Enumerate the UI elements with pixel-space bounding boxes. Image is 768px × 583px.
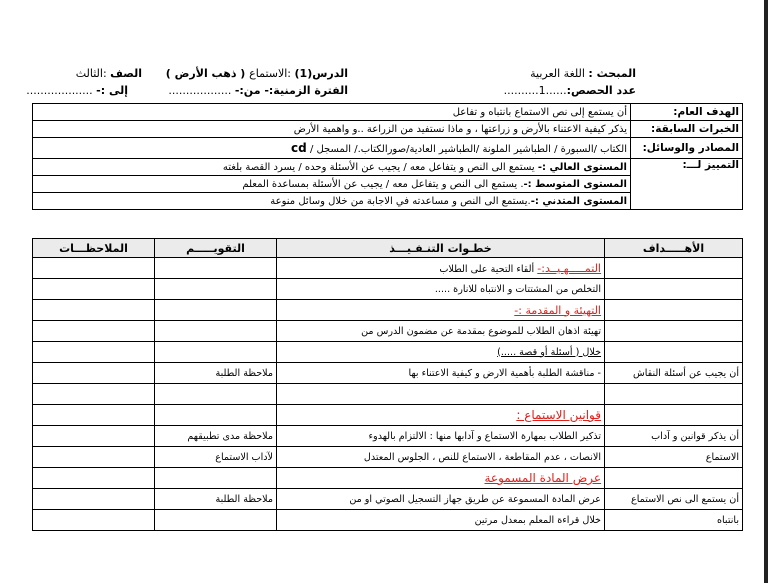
note-cell <box>33 405 155 426</box>
goal-cell <box>605 468 743 489</box>
section-heading-audio-material: عرض المادة المسموعة <box>484 471 601 485</box>
eval-cell <box>155 384 277 405</box>
resources-text: الكتاب /السبورة / الطباشير الملونة /الطباشير العادية/صورالكتاب./ المسجل / <box>309 144 627 155</box>
eval-cell: ملاحظة الطلبة <box>155 363 277 384</box>
table-row <box>33 384 743 405</box>
step-cell: - مناقشة الطلبة بأهمية الارض و كيفية الاعتناء بها <box>277 363 605 384</box>
eval-cell: لآداب الاستماع <box>155 447 277 468</box>
goal-cell: الاستماع <box>605 447 743 468</box>
step-cell: خلال قراءة المعلم بمعدل مرتين <box>277 510 605 531</box>
header-eval: التقويـــــم <box>155 239 277 258</box>
note-cell <box>33 342 155 363</box>
periods: عدد الحصص:......1.......... <box>503 84 636 97</box>
note-cell <box>33 321 155 342</box>
time-range: الفترة الزمنية:- من:- .................. <box>168 84 348 97</box>
info-table <box>32 103 743 210</box>
eval-cell <box>155 405 277 426</box>
general-goal-row <box>33 104 743 121</box>
eval-cell <box>155 300 277 321</box>
note-cell <box>33 510 155 531</box>
note-cell <box>33 279 155 300</box>
step-cell: تهيئة اذهان الطلاب للموضوع بمقدمة عن مضمون الدرس من <box>277 321 605 342</box>
step-cell <box>277 468 605 489</box>
diff-label: التمييز لـــ: <box>631 159 743 210</box>
goal-cell: أن يذكر قوانين و آداب <box>605 426 743 447</box>
header-goals: الأهـــــداف <box>605 239 743 258</box>
header-steps: خطـوات التنـفـيـــذ <box>277 239 605 258</box>
step-text: ألقاء التحية على الطلاب <box>439 263 538 275</box>
eval-cell <box>155 468 277 489</box>
goal-cell <box>605 321 743 342</box>
note-cell <box>33 384 155 405</box>
grade: الصف :الثالث <box>75 67 142 80</box>
page-edge <box>764 0 768 583</box>
level-mid <box>33 176 631 193</box>
eval-cell <box>155 321 277 342</box>
eval-cell <box>155 279 277 300</box>
general-goal-label: الهدف العام: <box>631 104 743 121</box>
table-row <box>33 447 743 468</box>
table-row <box>33 468 743 489</box>
level-high-label: المستوى العالي :- <box>537 161 627 173</box>
table-row <box>33 363 743 384</box>
table-row <box>33 258 743 279</box>
table-row <box>33 510 743 531</box>
section-heading-listening-rules: قوانين الاستماع : <box>516 408 601 422</box>
level-low-label: المستوى المتدني :- <box>530 195 627 207</box>
goal-cell <box>605 258 743 279</box>
level-high-text: يستمع الى النص و يتفاعل معه / يجيب عن الأسئلة وحده / يسرد القصة بلغته <box>222 161 538 173</box>
table-row <box>33 489 743 510</box>
resources-label: المصادر والوسائل: <box>631 138 743 159</box>
eval-cell <box>155 342 277 363</box>
goal-cell <box>605 342 743 363</box>
step-cell: عرض المادة المسموعة عن طريق جهاز التسجيل الصوتي او من <box>277 489 605 510</box>
prior-label: الخبرات السابقة: <box>631 121 743 138</box>
step-cell <box>277 258 605 279</box>
table-row <box>33 405 743 426</box>
step-cell <box>277 300 605 321</box>
level-low <box>33 193 631 210</box>
note-cell <box>33 258 155 279</box>
step-cell <box>277 342 605 363</box>
table-row <box>33 300 743 321</box>
goal-cell <box>605 279 743 300</box>
goal-cell: أن يجيب عن أسئلة النقاش <box>605 363 743 384</box>
goal-cell <box>605 300 743 321</box>
table-row <box>33 279 743 300</box>
table-row <box>33 342 743 363</box>
step-cell <box>277 405 605 426</box>
resources-cell <box>33 138 631 159</box>
prior-text: يذكر كيفية الاعتناء بالأرض و زراعتها ، و ماذا نستفيد من الزراعة ..و واهمية الأرض <box>33 121 631 138</box>
eval-cell <box>155 258 277 279</box>
resources-cd: cd <box>291 141 307 155</box>
prior-row <box>33 121 743 138</box>
section-heading-preparation: التهيئة و المقدمة :- <box>514 303 601 317</box>
note-cell <box>33 426 155 447</box>
section-heading-intro: التمـــــهـيــد:- <box>537 261 601 275</box>
goal-cell: بانتباه <box>605 510 743 531</box>
level-low-text: .يستمع الى النص و مساعدته في الاجابة من خلال وسائل منوعة <box>270 195 531 207</box>
step-cell: تذكير الطلاب بمهارة الاستماع و آدابها منها : الالتزام بالهدوء <box>277 426 605 447</box>
plan-table <box>32 238 743 531</box>
note-cell <box>33 300 155 321</box>
goal-cell: أن يستمع الى نص الاستماع <box>605 489 743 510</box>
level-mid-text: . يستمع الى النص و يتفاعل معه / يجيب عن الأسئلة بمساعدة المعلم <box>242 178 524 190</box>
eval-cell: ملاحظة الطلبة <box>155 489 277 510</box>
plan-header-row <box>33 239 743 258</box>
goal-cell <box>605 405 743 426</box>
note-cell <box>33 447 155 468</box>
level-mid-label: المستوى المتوسط :- <box>523 178 627 190</box>
step-cell: الانصات ، عدم المقاطعة ، الاستماع للنص ، الجلوس المعتدل <box>277 447 605 468</box>
step-text-underlined: خلال ( أسئلة أو قصة .....) <box>497 346 601 358</box>
resources-row <box>33 138 743 159</box>
note-cell <box>33 468 155 489</box>
time-to: إلى :- ................... <box>26 84 128 97</box>
eval-cell: ملاحظة مدى تطبيقهم <box>155 426 277 447</box>
step-cell: التخلص من المشتتات و الانتباه للانارة ..... <box>277 279 605 300</box>
table-row <box>33 321 743 342</box>
header-notes: الملاحظـــات <box>33 239 155 258</box>
diff-row-high <box>33 159 743 176</box>
note-cell <box>33 363 155 384</box>
eval-cell <box>155 510 277 531</box>
lesson: الدرس(1) :الاستماع ( ذهب الأرض ) <box>165 67 348 80</box>
step-cell <box>277 384 605 405</box>
note-cell <box>33 489 155 510</box>
subject: المبحث : اللغة العربية <box>530 67 636 80</box>
table-row <box>33 426 743 447</box>
goal-cell <box>605 384 743 405</box>
level-high <box>33 159 631 176</box>
general-goal-text: أن يستمع إلى نص الاستماع بانتباه و تفاعل <box>33 104 631 121</box>
